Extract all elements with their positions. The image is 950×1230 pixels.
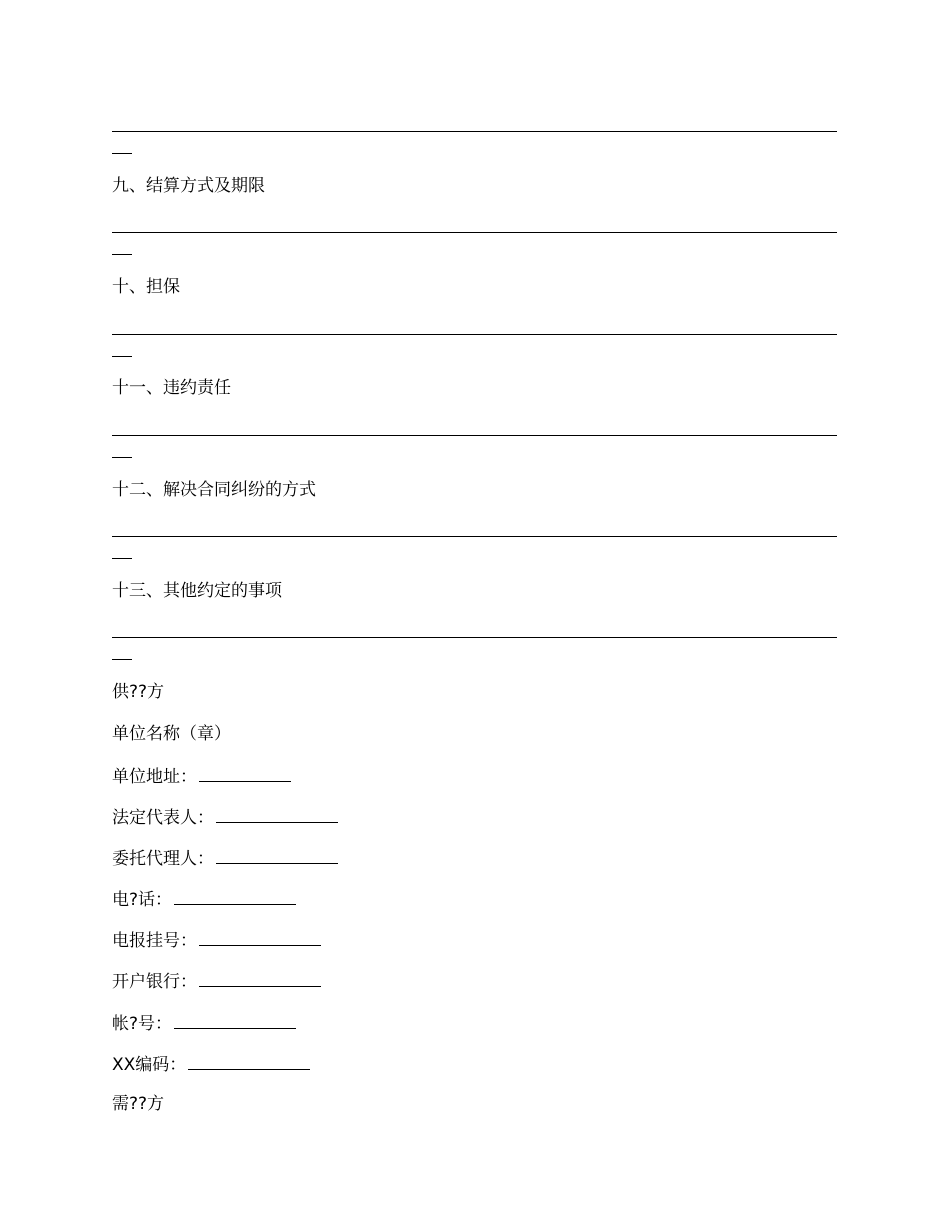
buyer-title: 需??方	[112, 1094, 165, 1114]
field-label: 单位地址：	[112, 767, 197, 787]
postcode-blank[interactable]	[188, 1053, 310, 1070]
field-label: XX编码：	[112, 1055, 187, 1075]
fill-line	[112, 536, 837, 537]
fill-line-stub	[112, 356, 132, 357]
fill-line	[112, 637, 837, 638]
fill-line-stub	[112, 254, 132, 255]
field-label: 帐?号：	[112, 1014, 173, 1034]
field-label: 电?话：	[112, 890, 173, 910]
supplier-account-field	[112, 1012, 296, 1034]
fill-line	[112, 131, 837, 132]
bank-blank[interactable]	[199, 970, 321, 987]
account-blank[interactable]	[174, 1012, 296, 1029]
fill-line	[112, 435, 837, 436]
supplier-title: 供??方	[112, 682, 165, 702]
supplier-phone-field	[112, 888, 296, 910]
supplier-unit-name: 单位名称（章）	[112, 724, 231, 744]
section-heading-dispute: 十二、解决合同纠纷的方式	[112, 480, 316, 500]
field-label: 委托代理人：	[112, 849, 214, 869]
supplier-bank-field	[112, 970, 321, 992]
fill-line-stub	[112, 153, 132, 154]
legal-rep-blank[interactable]	[216, 806, 338, 823]
field-label: 开户银行：	[112, 972, 197, 992]
supplier-legal-rep-field	[112, 806, 338, 828]
field-label: 法定代表人：	[112, 808, 214, 828]
supplier-postcode-field	[112, 1053, 310, 1075]
field-label: 电报挂号：	[112, 931, 197, 951]
supplier-unit-address-field	[112, 765, 291, 787]
fill-line-stub	[112, 558, 132, 559]
section-heading-settlement: 九、结算方式及期限	[112, 176, 265, 196]
fill-line	[112, 232, 837, 233]
fill-line-stub	[112, 457, 132, 458]
section-heading-guarantee: 十、担保	[112, 277, 180, 297]
supplier-agent-field	[112, 847, 338, 869]
section-heading-liability: 十一、违约责任	[112, 378, 231, 398]
telegraph-blank[interactable]	[199, 929, 321, 946]
agent-blank[interactable]	[216, 847, 338, 864]
phone-blank[interactable]	[174, 888, 296, 905]
section-heading-other: 十三、其他约定的事项	[112, 581, 282, 601]
fill-line-stub	[112, 659, 132, 660]
supplier-telegraph-field	[112, 929, 321, 951]
unit-address-blank[interactable]	[199, 765, 291, 782]
fill-line	[112, 334, 837, 335]
